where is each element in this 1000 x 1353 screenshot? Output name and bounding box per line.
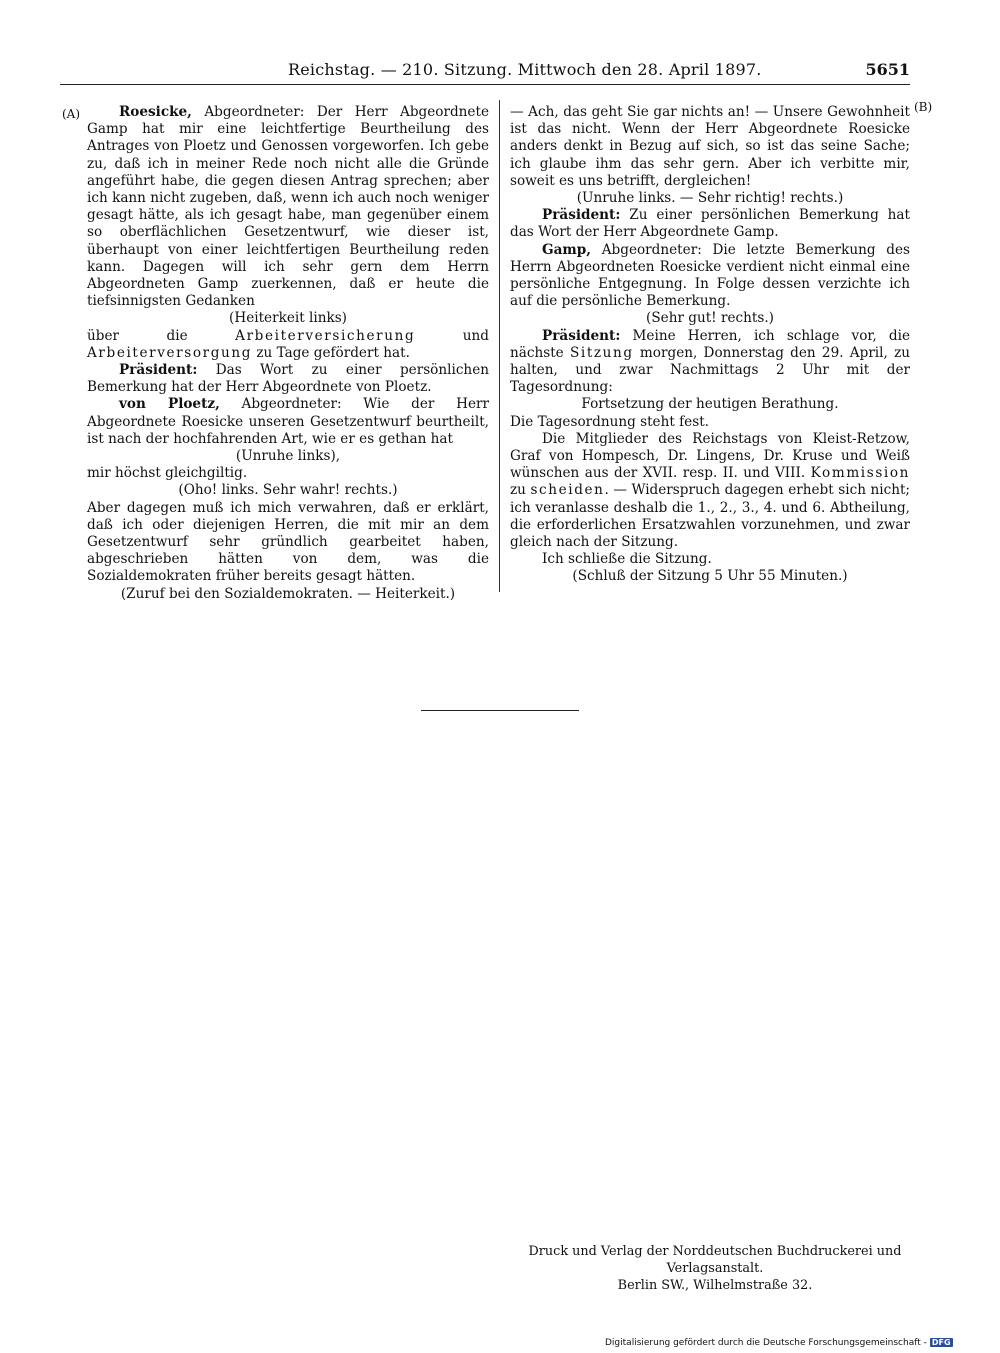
margin-mark-a: (A) — [62, 107, 81, 121]
text-run: Die Mitglieder des Reichstags von Kleist-Retzow, Graf von Hompesch, Dr. Lingens, Dr. Kruse und Weiß wünschen aus der XVII. resp. II. und VIII. — [510, 430, 910, 482]
paragraph-members — [510, 431, 910, 551]
speaker-name: Präsident: — [542, 327, 621, 344]
interjection: (Schluß der Sitzung 5 Uhr 55 Minuten.) — [572, 568, 848, 585]
header-title: Reichstag. — 210. Sitzung. Mittwoch den 28. April 1897. — [288, 60, 762, 79]
text-run: . — Widerspruch dagegen erhebt sich nicht; ich veranlasse deshalb die 1., 2., 3., 4. und 6. Abtheilung, die erforderlichen Ersatzwahlen vorzunehmen, und zwar gleich nach der Sitzung. — [510, 482, 910, 551]
emphasized-text: Sitzung — [569, 344, 634, 361]
digitization-text: Digitalisierung gefördert durch die Deutsche Forschungsgemeinschaft - — [605, 1338, 927, 1348]
digitization-note — [605, 1338, 953, 1348]
paragraph-president — [87, 362, 489, 396]
paragraph-text: Das Wort zu einer persönlichen Bemerkung hat der Herr Abgeordnete von Ploetz. — [87, 362, 489, 396]
paragraph-text: Abgeordneter: Der Herr Abgeordnete Gamp hat mir eine leichtfertige Beurtheilung des Antrages von Ploetz und Genossen vorgeworfen. Ich gebe zu, daß ich in meiner Rede noch nicht alle die Gründe angeführt habe, die gegen diesen Antrag sprechen; aber ich kann nicht zugeben, daß, wenn ich auch noch weniger gesagt hätte, als ich gesagt habe, man gegenüber einem so oberflächlichen Gesetzentwurf, wie dieser ist, überhaupt von einer leichtfertigen Beurtheilung reden kann. Dagegen will ich sehr gern dem Herrn Abgeordneten Gamp zuerkennen, daß er heute die tiefsinnigsten Gedanken — [87, 104, 489, 310]
paragraph-continuation: mir höchst gleichgiltig. — [87, 465, 248, 482]
paragraph-president — [510, 328, 910, 397]
margin-mark-b: (B) — [914, 100, 933, 114]
imprint-line: Berlin SW., Wilhelmstraße 32. — [617, 1278, 813, 1293]
right-column — [510, 104, 910, 586]
imprint-line: Druck und Verlag der Norddeutschen Buchdruckerei und Verlagsanstalt. — [528, 1244, 902, 1276]
paragraph-roesicke — [87, 104, 489, 310]
printer-imprint — [510, 1243, 920, 1294]
speaker-name: Präsident: — [119, 362, 198, 379]
text-run: über die — [87, 327, 236, 344]
interjection: (Sehr gut! rechts.) — [646, 310, 774, 327]
emphasized-text: scheiden — [530, 482, 605, 499]
paragraph-plain: Die Tagesordnung steht fest. — [510, 413, 709, 430]
column-divider — [499, 100, 500, 592]
paragraph-text: Abgeordneter: Die letzte Bemerkung des Herrn Abgeordneten Roesicke verdient nicht einmal eine persönliche Entgegnung. In Folge dessen verzichte ich auf die persönliche Bemerkung. — [510, 241, 910, 310]
speaker-name: Präsident: — [542, 207, 621, 224]
speaker-name: von Ploetz, — [119, 396, 220, 413]
text-run: zu Tage gefördert hat. — [252, 344, 410, 361]
speaker-name: Roesicke, — [119, 104, 192, 120]
interjection: (Heiterkeit links) — [229, 310, 347, 327]
interjection: (Oho! links. Sehr wahr! rechts.) — [178, 482, 398, 499]
paragraph-text: Abgeordneter: Wie der Herr Abgeordnete Roesicke unseren Gesetzentwurf beurtheilt, ist nach der hochfahrenden Art, wie er es gethan hat — [87, 396, 489, 447]
text-run: Meine Herren, ich schlage vor, die nächste — [510, 327, 910, 361]
paragraph-close: Ich schließe die Sitzung. — [542, 551, 712, 568]
paragraph-continuation: — Ach, das geht Sie gar nichts an! — Unsere Gewohnheit ist das nicht. Wenn der Herr Abgeordnete Roesicke anders denkt in Bezug auf sich, so ist das seine Sache; ich glaube ihm das sehr gern. Aber ich verbitte mir, soweit es uns betrifft, dergleichen! — [510, 104, 910, 189]
page-number: 5651 — [865, 60, 910, 79]
paragraph-von-ploetz — [87, 396, 489, 448]
running-header — [60, 58, 910, 85]
interjection: (Zuruf bei den Sozialdemokraten. — Heiterkeit.) — [120, 585, 456, 602]
dfg-logo: DFG — [931, 1338, 951, 1347]
emphasized-text: Arbeiterversorgung — [87, 344, 253, 361]
section-separator — [421, 710, 579, 711]
left-column — [87, 104, 489, 603]
emphasized-text: Kommission — [810, 465, 910, 482]
text-run: morgen, Donnerstag den 29. April, zu halten, und zwar Nachmittags 2 Uhr mit der Tagesordnung: — [510, 344, 910, 396]
text-run: zu — [510, 482, 531, 499]
interjection: (Unruhe links), — [235, 448, 341, 465]
paragraph-continuation — [87, 328, 489, 362]
text-run: und — [415, 327, 489, 344]
paragraph-continuation: Aber dagegen muß ich mich verwahren, daß er erklärt, daß ich oder diejenigen Herren, die mit mir an dem Gesetzentwurf sehr gründlich gearbeitet haben, abgeschrieben hätten von dem, was die Sozialdemokraten früher bereits gesagt hätten. — [87, 499, 489, 585]
agenda-item: Fortsetzung der heutigen Berathung. — [581, 396, 839, 413]
paragraph-gamp — [510, 242, 910, 311]
speaker-name: Gamp, — [542, 241, 592, 258]
emphasized-text: Arbeiterversicherung — [235, 327, 416, 344]
paragraph-text: Zu einer persönlichen Bemerkung hat das Wort der Herr Abgeordnete Gamp. — [510, 207, 910, 241]
interjection: (Unruhe links. — Sehr richtig! rechts.) — [576, 190, 844, 207]
paragraph-president — [510, 207, 910, 241]
